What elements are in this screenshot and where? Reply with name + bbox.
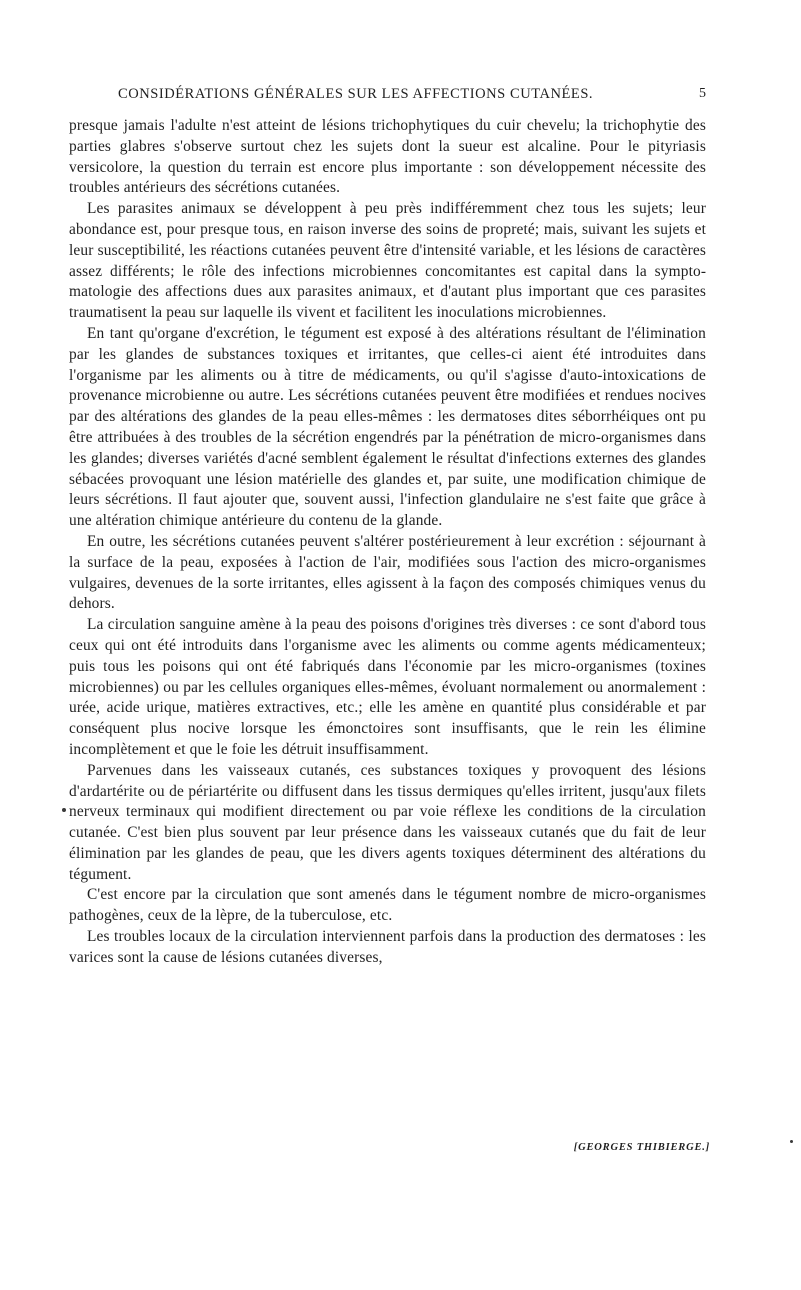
paragraph-1: presque jamais l'adulte n'est atteint de lésions trichophytiques du cuir chevelu; la trichophytie des parties glabres s'observe surtout chez les sujets dont la sueur est alcaline. Pour le pityriasis versicolore, la question du terrain est encore plus importante : son développement nécessite des troubles antérieurs des sécrétions cutanées. [69,117,706,197]
margin-speck-left [62,808,66,812]
margin-speck-right [790,1140,793,1143]
paragraph-7: C'est encore par la circulation que sont amenés dans le tégument nombre de micro-organismes pathogènes, ceux de la lèpre, de la tuberculose, etc. [69,886,706,925]
body-text [69,116,706,969]
paragraph-3: En tant qu'organe d'excrétion, le tégument est exposé à des altérations résultant de l'élimination par les glandes de substances toxiques et irritantes, que celles-ci aient été introduites dans l'organisme par les aliments ou à titre de médicaments, ou qu'il s'agisse d'auto-intoxications de provenance microbienne ou autre. Les sécrétions cutanées peuvent être modifiées et rendues nocives par des altérations des glandes de la peau elles-mêmes : les dermatoses dites séborrhéiques ont pu être attribuées à des troubles de la sécrétion engendrés par la pénétration de micro-organismes dans les glandes; diverses variétés d'acné semblent également le résultat d'infections externes des glandes sébacées provoquant une lésion matérielle des glandes et, par suite, une modification chimique de leurs sécrétions. Il faut ajouter que, souvent aussi, l'infection glandulaire ne s'est faite que grâce à une altération chimique antérieure du contenu de la glande. [69,324,706,530]
author-signature: [GEORGES THIBIERGE.] [573,1142,710,1153]
running-head [118,86,706,108]
running-title: CONSIDÉRATIONS GÉNÉRALES SUR LES AFFECTIONS CUTANÉES. [118,86,594,102]
paragraph-6: Parvenues dans les vaisseaux cutanés, ces substances toxiques y provoquent des lésions d'ardartérite ou de périartérite ou diffusent dans les tissus dermiques qu'elles irritent, jusqu'aux filets nerveux terminaux qui modifient directement ou par voie réflexe les conditions de la circulation cutanée. C'est bien plus souvent par leur présence dans les vaisseaux cutanés que du fait de leur élimination par les glandes de peau, que les divers agents toxiques déterminent des altérations du tégument. [69,761,706,883]
paragraph-5: La circulation sanguine amène à la peau des poisons d'origines très diverses : ce sont d'abord tous ceux qui ont été introduits dans l'organisme avec les aliments ou comme agents médicamenteux; puis tous les poisons qui ont été fabriqués dans l'économie par les micro-organismes (toxines microbiennes) ou par les cellules organiques elles-mêmes, évoluant normalement ou anormalement : urée, acide urique, matières extractives, etc.; elle les amène en quantité plus considérable et par conséquent plus nocive lorsque les émonctoires sont insuffisants, que le rein les élimine incomplètement et que le foie les détruit insuffisamment. [69,616,706,758]
paragraph-4: En outre, les sécrétions cutanées peuvent s'altérer postérieurement à leur excrétion : séjournant à la surface de la peau, exposées à l'action de l'air, modifiées sous l'action des micro-organismes vulgaires, devenues de la sorte irritantes, elles agissent à la façon des composés chimiques venus du dehors. [69,532,706,613]
page-number: 5 [699,86,706,101]
paragraph-8: Les troubles locaux de la circulation interviennent parfois dans la production des dermatoses : les varices sont la cause de lésions cutanées diverses, [69,928,706,966]
paragraph-2: Les parasites animaux se développent à peu près indifféremment chez tous les sujets; leur abondance est, pour presque tous, en raison inverse des soins de propreté; mais, suivant les sujets et leur susceptibilité, les réactions cutanées peuvent être d'intensité variable, et les lésions de caractères assez différents; le rôle des infections microbiennes concomitantes est capital dans la symptomatologie des affections dues aux parasites animaux, et d'autant plus important que ces parasites traumatisent la peau sur laquelle ils vivent et facilitent les inoculations microbiennes. [69,200,706,322]
